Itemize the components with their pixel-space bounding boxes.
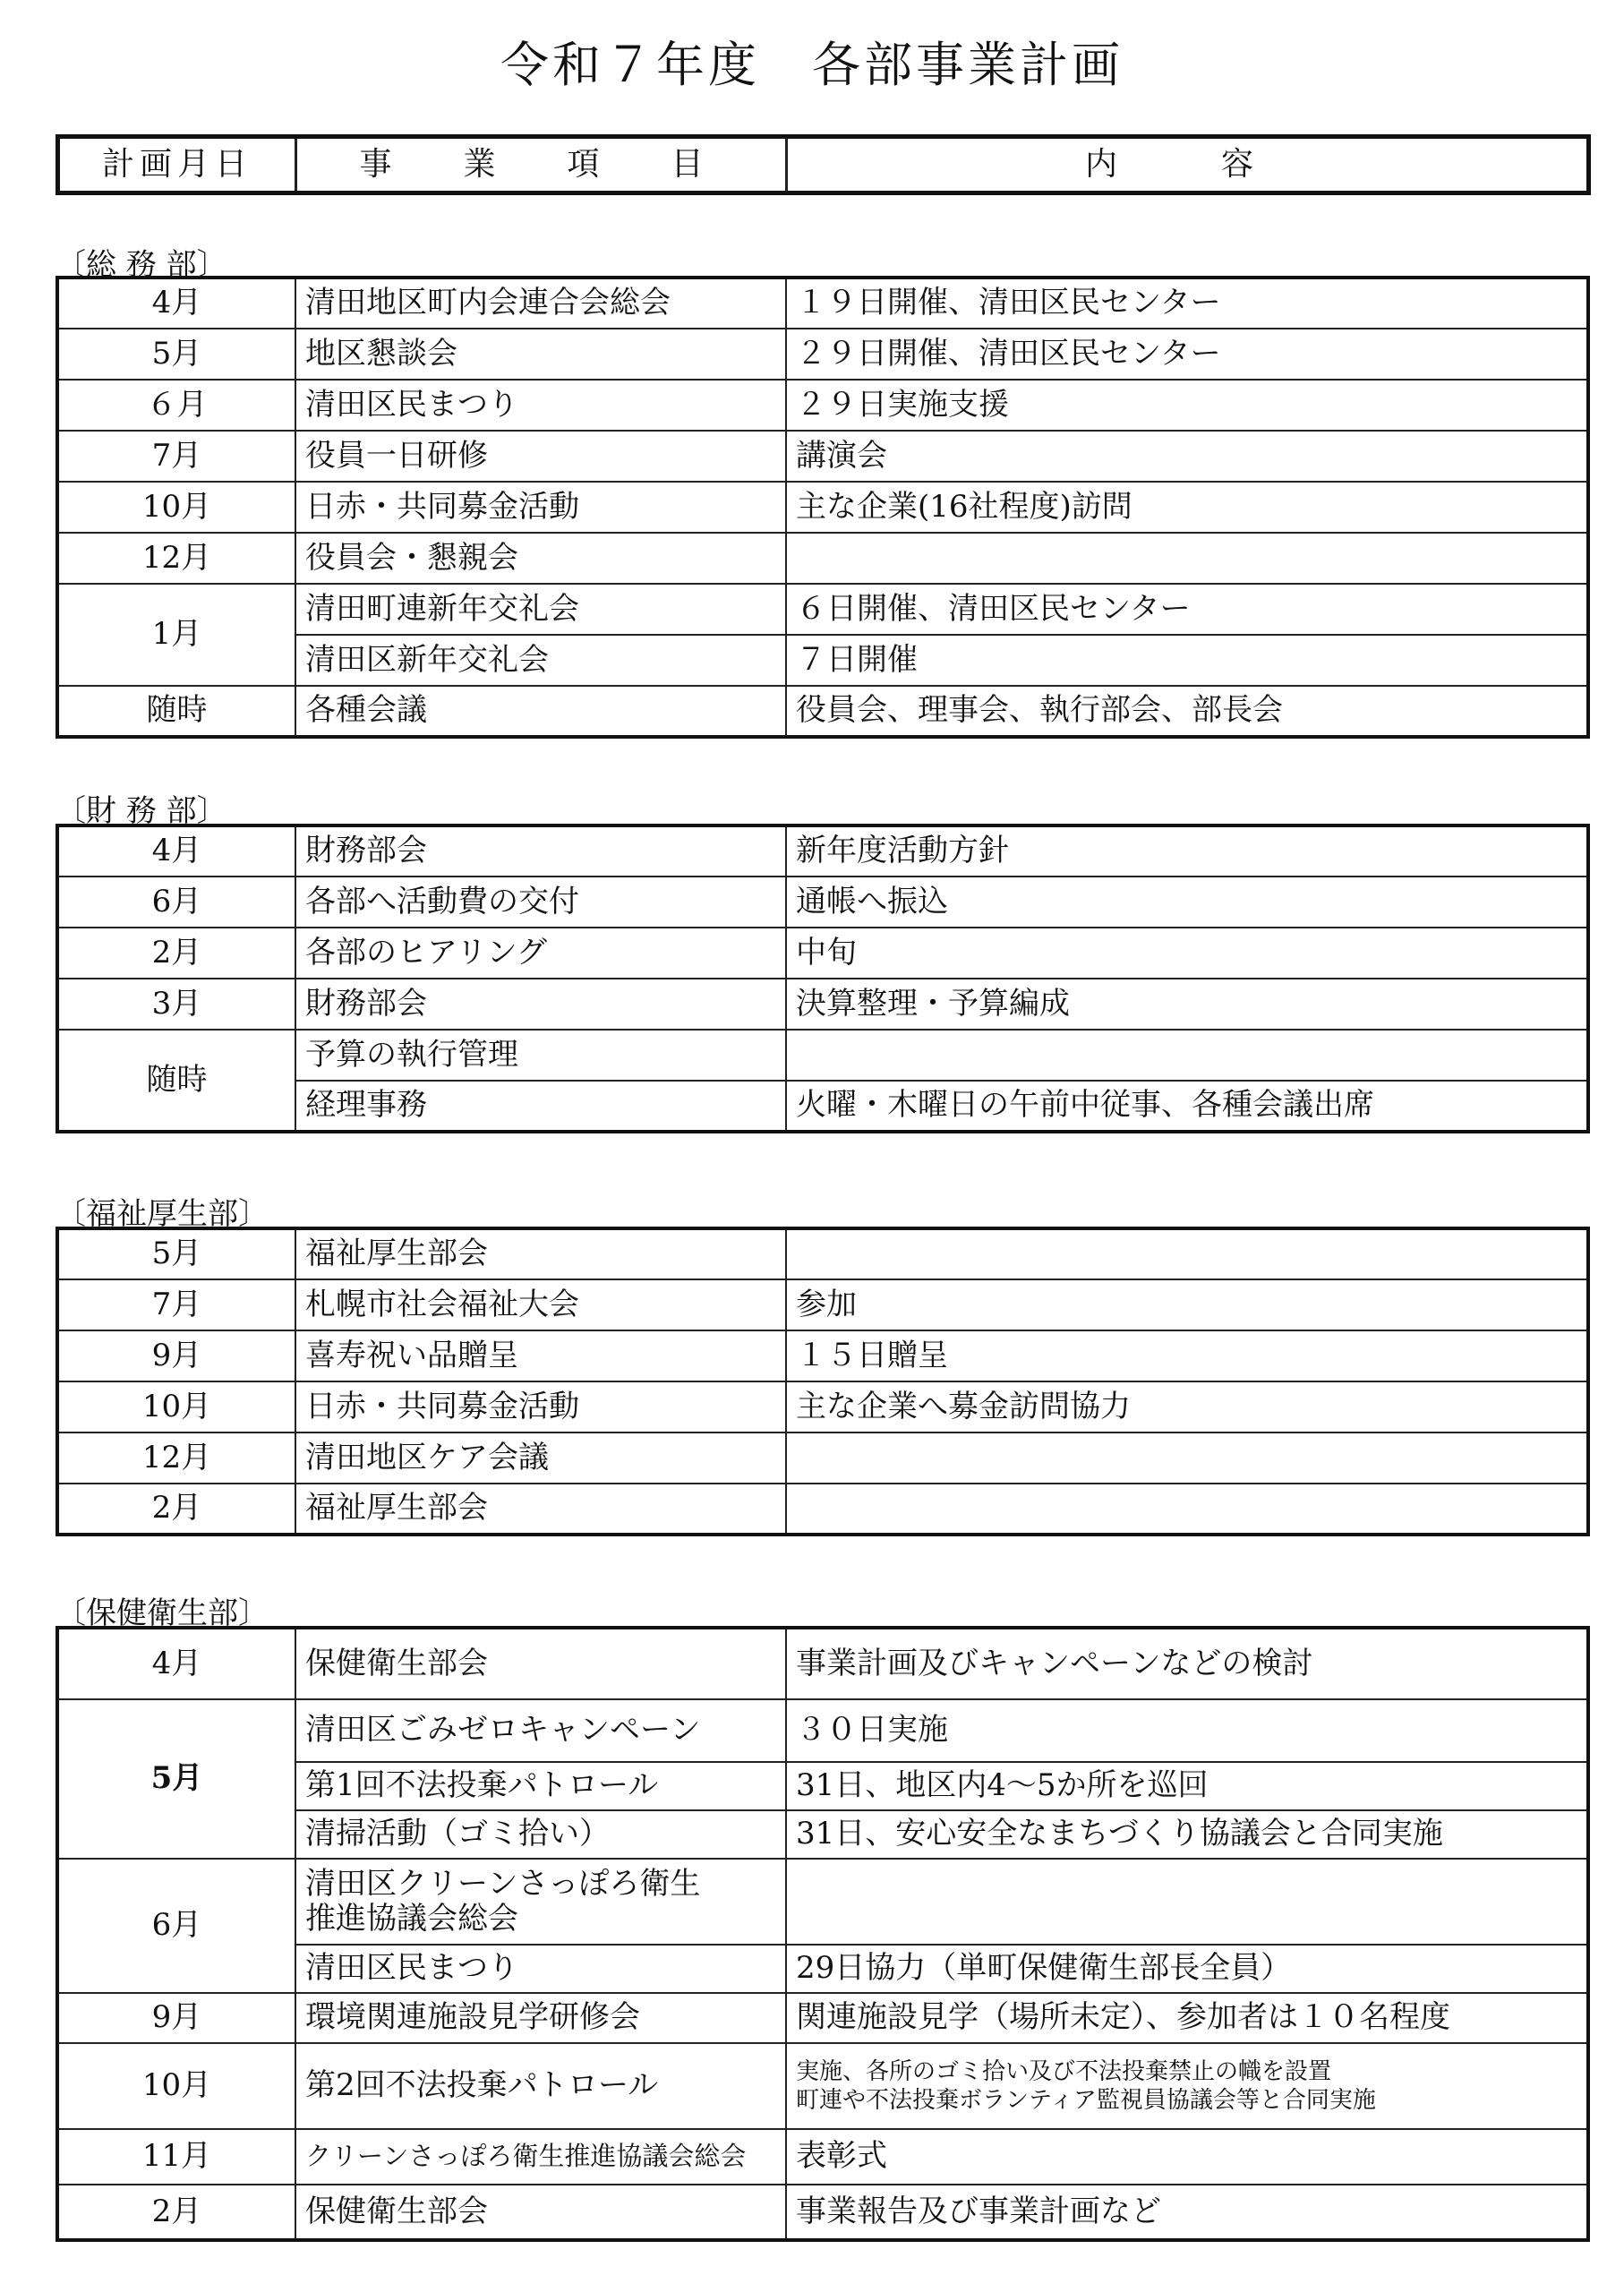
item-cell: 福祉厚生部会 bbox=[295, 1228, 786, 1279]
content-cell: ７日開催 bbox=[786, 635, 1588, 686]
month-cell: 4月 bbox=[57, 278, 295, 329]
table-row bbox=[57, 1228, 1588, 1279]
table-row bbox=[57, 1699, 1588, 1762]
content-cell: 主な企業(16社程度)訪問 bbox=[786, 482, 1588, 533]
table-row bbox=[57, 2129, 1588, 2185]
table-row bbox=[57, 431, 1588, 482]
content-cell: 29日協力（単町保健衛生部長全員） bbox=[786, 1945, 1588, 1993]
table-row bbox=[57, 584, 1588, 635]
content-cell: ２９日実施支援 bbox=[786, 380, 1588, 431]
item-cell bbox=[295, 1859, 786, 1945]
table-row bbox=[57, 329, 1588, 380]
content-cell: 表彰式 bbox=[786, 2129, 1588, 2185]
table-row bbox=[57, 1484, 1588, 1535]
section-label-zaimu: 〔財 務 部〕 bbox=[56, 793, 227, 829]
content-cell bbox=[786, 533, 1588, 584]
table-row bbox=[57, 825, 1588, 877]
item-line-2: 推進協議会総会 bbox=[305, 1901, 518, 1937]
table-row bbox=[57, 533, 1588, 584]
content-line-2: 町連や不法投棄ボランティア監視員協議会等と合同実施 bbox=[796, 2087, 1376, 2114]
table-row bbox=[57, 686, 1588, 737]
month-cell: 5月 bbox=[57, 1228, 295, 1279]
item-cell: 第2回不法投棄パトロール bbox=[295, 2043, 786, 2129]
month-cell: 5月 bbox=[57, 1699, 295, 1859]
table-zaimu bbox=[56, 824, 1590, 1133]
month-cell: 6月 bbox=[57, 1859, 295, 1993]
month-cell: 1月 bbox=[57, 584, 295, 686]
table-row bbox=[57, 1381, 1588, 1432]
content-cell bbox=[786, 2043, 1588, 2129]
content-cell: 新年度活動方針 bbox=[786, 825, 1588, 877]
content-cell: 参加 bbox=[786, 1279, 1588, 1330]
table-row bbox=[57, 1628, 1588, 1699]
content-cell: 関連施設見学（場所未定）、参加者は１０名程度 bbox=[786, 1993, 1588, 2043]
table-row bbox=[57, 979, 1588, 1030]
content-cell: 31日、地区内4～5か所を巡回 bbox=[786, 1762, 1588, 1810]
content-cell: 31日、安心安全なまちづくり協議会と合同実施 bbox=[786, 1810, 1588, 1859]
page-title: 令和７年度 各部事業計画 bbox=[500, 37, 1124, 93]
item-cell: 清田地区ケア会議 bbox=[295, 1432, 786, 1484]
item-cell: 役員一日研修 bbox=[295, 431, 786, 482]
table-row bbox=[57, 380, 1588, 431]
month-cell: 2月 bbox=[57, 2185, 295, 2240]
month-cell: 6月 bbox=[57, 877, 295, 928]
table-row bbox=[57, 482, 1588, 533]
item-line-1: 清田区クリーンさっぽろ衛生 bbox=[305, 1865, 701, 1902]
item-cell: 各種会議 bbox=[295, 686, 786, 737]
content-cell bbox=[786, 1228, 1588, 1279]
item-cell: 保健衛生部会 bbox=[295, 1628, 786, 1699]
month-cell: 3月 bbox=[57, 979, 295, 1030]
item-cell: 清田町連新年交礼会 bbox=[295, 584, 786, 635]
month-cell: 10月 bbox=[57, 1381, 295, 1432]
table-somu bbox=[56, 276, 1590, 739]
item-cell: 清掃活動（ゴミ拾い） bbox=[295, 1810, 786, 1859]
item-cell: 清田区新年交礼会 bbox=[295, 635, 786, 686]
month-cell: 10月 bbox=[57, 2043, 295, 2129]
item-cell: 財務部会 bbox=[295, 979, 786, 1030]
table-hoken bbox=[56, 1626, 1590, 2242]
content-cell: １５日贈呈 bbox=[786, 1330, 1588, 1381]
table-row bbox=[57, 2043, 1588, 2129]
month-cell: 12月 bbox=[57, 533, 295, 584]
month-cell: 2月 bbox=[57, 928, 295, 979]
month-cell: 4月 bbox=[57, 1628, 295, 1699]
content-cell: ６日開催、清田区民センター bbox=[786, 584, 1588, 635]
table-row bbox=[57, 1432, 1588, 1484]
item-cell: 財務部会 bbox=[295, 825, 786, 877]
month-cell: 5月 bbox=[57, 329, 295, 380]
month-cell: 9月 bbox=[57, 1330, 295, 1381]
content-cell bbox=[786, 1859, 1588, 1945]
month-cell: 7月 bbox=[57, 1279, 295, 1330]
header-month: 計画月日 bbox=[58, 137, 296, 193]
content-cell: ３０日実施 bbox=[786, 1699, 1588, 1762]
content-cell: 事業計画及びキャンペーンなどの検討 bbox=[786, 1628, 1588, 1699]
item-cell: 環境関連施設見学研修会 bbox=[295, 1993, 786, 2043]
table-row bbox=[57, 1279, 1588, 1330]
month-cell: 11月 bbox=[57, 2129, 295, 2185]
item-cell: 清田地区町内会連合会総会 bbox=[295, 278, 786, 329]
month-cell: 4月 bbox=[57, 825, 295, 877]
table-row bbox=[57, 1993, 1588, 2043]
item-cell: 各部へ活動費の交付 bbox=[295, 877, 786, 928]
content-cell: 中旬 bbox=[786, 928, 1588, 979]
content-cell bbox=[786, 1484, 1588, 1535]
item-cell: クリーンさっぽろ衛生推進協議会総会 bbox=[295, 2129, 786, 2185]
table-row bbox=[57, 1859, 1588, 1945]
header-item: 事 業 項 目 bbox=[296, 137, 787, 193]
header-content: 内 容 bbox=[787, 137, 1589, 193]
item-cell: 札幌市社会福祉大会 bbox=[295, 1279, 786, 1330]
table-fukushi bbox=[56, 1227, 1590, 1536]
content-cell: 講演会 bbox=[786, 431, 1588, 482]
table-row bbox=[57, 1030, 1588, 1081]
section-label-hoken: 〔保健衛生部〕 bbox=[56, 1595, 269, 1631]
section-label-somu: 〔総 務 部〕 bbox=[56, 247, 227, 283]
table-row bbox=[57, 877, 1588, 928]
table-row bbox=[57, 278, 1588, 329]
content-cell: 火曜・木曜日の午前中従事、各種会議出席 bbox=[786, 1081, 1588, 1132]
item-cell: 役員会・懇親会 bbox=[295, 533, 786, 584]
item-cell: 喜寿祝い品贈呈 bbox=[295, 1330, 786, 1381]
item-cell: 予算の執行管理 bbox=[295, 1030, 786, 1081]
item-cell: 福祉厚生部会 bbox=[295, 1484, 786, 1535]
month-cell: 12月 bbox=[57, 1432, 295, 1484]
content-cell bbox=[786, 1432, 1588, 1484]
content-cell: 決算整理・予算編成 bbox=[786, 979, 1588, 1030]
month-cell: ６月 bbox=[57, 380, 295, 431]
item-cell: 日赤・共同募金活動 bbox=[295, 482, 786, 533]
item-cell: 経理事務 bbox=[295, 1081, 786, 1132]
table-row bbox=[57, 2185, 1588, 2240]
month-cell: 7月 bbox=[57, 431, 295, 482]
column-header-table bbox=[56, 134, 1591, 195]
month-cell: 随時 bbox=[57, 1030, 295, 1132]
content-line-1: 実施、各所のゴミ拾い及び不法投棄禁止の幟を設置 bbox=[796, 2057, 1332, 2085]
content-cell: １９日開催、清田区民センター bbox=[786, 278, 1588, 329]
content-cell: 通帳へ振込 bbox=[786, 877, 1588, 928]
item-cell: 地区懇談会 bbox=[295, 329, 786, 380]
month-cell: 10月 bbox=[57, 482, 295, 533]
item-cell: 日赤・共同募金活動 bbox=[295, 1381, 786, 1432]
item-cell: 第1回不法投棄パトロール bbox=[295, 1762, 786, 1810]
month-cell: 2月 bbox=[57, 1484, 295, 1535]
content-cell bbox=[786, 1030, 1588, 1081]
month-cell: 9月 bbox=[57, 1993, 295, 2043]
month-cell: 随時 bbox=[57, 686, 295, 737]
content-cell: ２９日開催、清田区民センター bbox=[786, 329, 1588, 380]
table-row bbox=[57, 1330, 1588, 1381]
item-cell: 清田区民まつり bbox=[295, 380, 786, 431]
item-cell: 保健衛生部会 bbox=[295, 2185, 786, 2240]
section-label-fukushi: 〔福祉厚生部〕 bbox=[56, 1196, 269, 1232]
item-cell: 清田区ごみゼロキャンペーン bbox=[295, 1699, 786, 1762]
table-row bbox=[57, 928, 1588, 979]
item-cell: 清田区民まつり bbox=[295, 1945, 786, 1993]
content-cell: 役員会、理事会、執行部会、部長会 bbox=[786, 686, 1588, 737]
content-cell: 主な企業へ募金訪問協力 bbox=[786, 1381, 1588, 1432]
content-cell: 事業報告及び事業計画など bbox=[786, 2185, 1588, 2240]
item-cell: 各部のヒアリング bbox=[295, 928, 786, 979]
